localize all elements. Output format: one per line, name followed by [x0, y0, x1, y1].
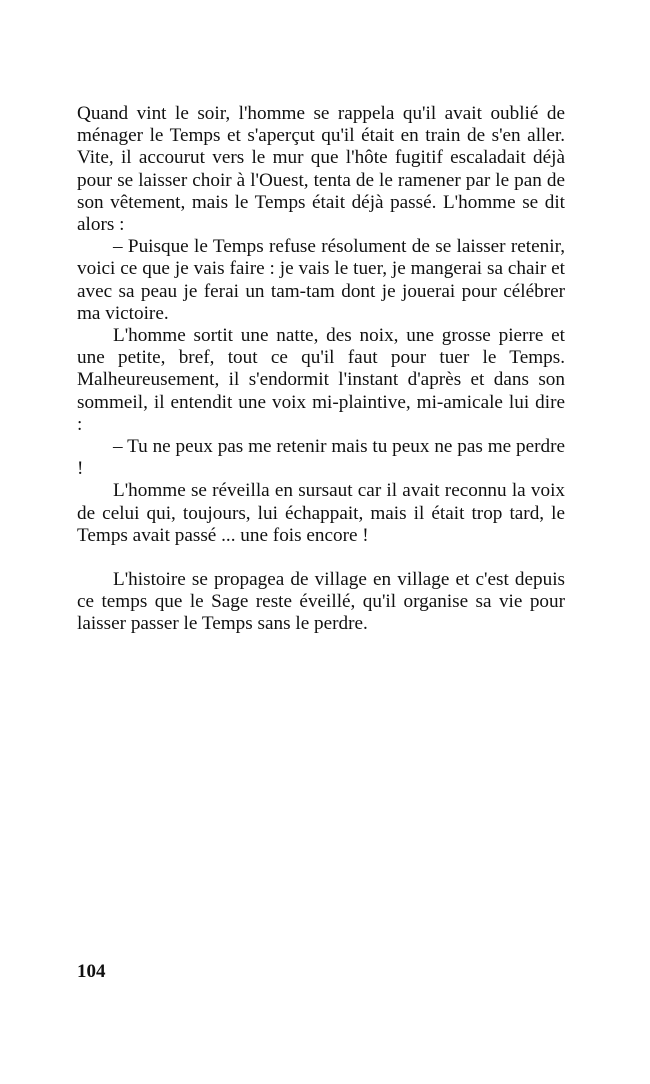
paragraph-awakening: L'homme se réveilla en sursaut car il avait reconnu la voix de celui qui, toujours, lui échappait, mais il était trop tard, le Temps avait passé ... une fois encore ! [77, 480, 565, 546]
paragraph-voice: – Tu ne peux pas me retenir mais tu peux ne pas me perdre ! [77, 436, 565, 480]
paragraph-kill-time: – Puisque le Temps refuse résolument de se laisser retenir, voici ce que je vais faire : je vais le tuer, je mangerai sa chair et avec sa peau je ferai un tam-tam dont je jouerai pour célébrer ma victoire. [77, 236, 565, 324]
story-text [77, 103, 565, 636]
paragraph-moral: L'histoire se propagea de village en village et c'est depuis ce temps que le Sage reste éveillé, qu'il organise sa vie pour laisser passer le Temps sans le perdre. [77, 569, 565, 635]
paragraph-evening: Quand vint le soir, l'homme se rappela qu'il avait oublié de ménager le Temps et s'aperçut qu'il était en train de s'en aller. Vite, il accourut vers le mur que l'hôte fugitif escaladait déjà pour se laisser choir à l'Ouest, tenta de le ramener par le pan de son vêtement, mais le Temps était déjà passé. L'homme se dit alors : [77, 103, 565, 236]
paragraph-preparation: L'homme sortit une natte, des noix, une grosse pierre et une petite, bref, tout ce qu'il faut pour tuer le Temps. Malheureusement, il s'endormit l'instant d'après et dans son sommeil, il entendit une voix mi-plaintive, mi-amicale lui dire : [77, 325, 565, 435]
page-number: 104 [77, 961, 106, 982]
